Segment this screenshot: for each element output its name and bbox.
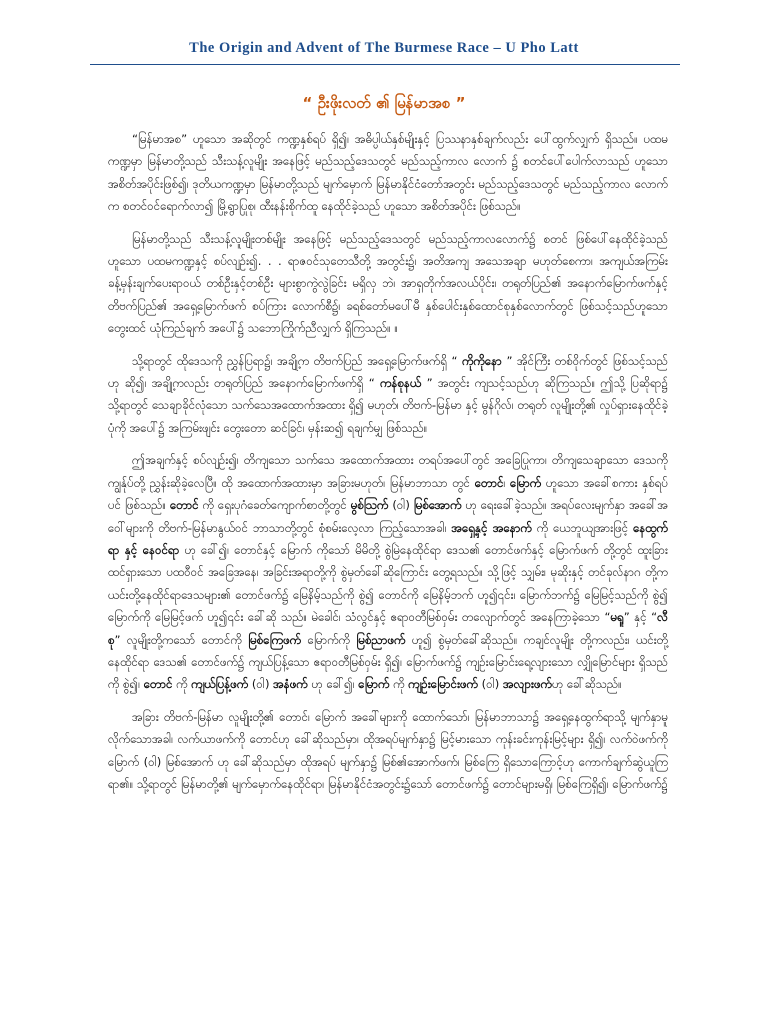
- paragraph-3: [108, 350, 668, 440]
- paragraph-1: [108, 128, 668, 218]
- text-run: ၊: [503, 475, 511, 490]
- bold-term: ကျဉ်းမြောင်းဖက်: [408, 677, 478, 692]
- header-divider: [90, 64, 680, 65]
- bold-term: အနံဖက်: [273, 677, 308, 692]
- text-run: “မြန်မာအစ” ဟူသော အဆိုတွင် ကဏ္ဍနှစ်ရပ် ရှိ၍၊ အဓိပ္ပါယ်နှစ်မျိုးနှင့် ပြဿနာနှစ်ချက်လည်း ပေါ်ထွက်လျှက် ရှိသည်။ ပထမကဏ္ဍမှာ မြန်မာတို့သည် သီးသန့်လူမျိုး အနေဖြင့် မည်သည့်ဒေသတွင် မည်သည့်ကာလ လောက် ၌ စတင်ပေါ်ပေါက်လာသည် ဟူသော အစိတ်အပိုင်းဖြစ်၍၊ ဒုတိယကဏ္ဍမှာ မြန်မာတို့သည် မျက်မှောက် မြန်မာနိုင်ငံတော်အတွင်း မည်သည့်ဒေသတွင် မည်သည့်ကာလ လောက်က စတင်ဝင်ရောက်လာ၍ မြို့ရွာပြုစု၊ ထီးနန်းစိုက်ထူ နေထိုင်ခဲ့သည် ဟူသော အစိတ်အပိုင်း ဖြစ်သည်။: [108, 132, 668, 214]
- bold-term: မြောက်: [510, 475, 542, 490]
- text-run: ” လူမျိုးတို့ကသော် တောင်ကို: [114, 632, 249, 647]
- text-run: ဟု ရေးခေါ်ခဲ့သည်။ အရပ်လေးမျက်နှာ အခေါ်အဝေါ်များကို တိဗက်-မြန်မာနွယ်ဝင် ဘာသာတို့တွင် စုံစမ်းလေ့လာ ကြည့်သောအခါ၊: [108, 498, 669, 535]
- running-header: The Origin and Advent of The Burmese Race – U Pho Latt: [189, 40, 579, 56]
- text-run: ကို: [389, 677, 409, 692]
- text-run: (ဝါ): [248, 677, 274, 692]
- bold-term: နေထွက်ရာ နှင့် နေဝင်ရာ: [108, 520, 668, 557]
- paragraph-4: [108, 449, 668, 695]
- text-run: ဟု ခေါ်၍၊: [307, 677, 359, 692]
- paragraph-2: [108, 228, 668, 340]
- document-title: “ ဦးဖိုးလတ် ၏ မြန်မာအစ ”: [302, 94, 466, 112]
- paragraph-5: [108, 706, 668, 796]
- text-run: ဤအချက်နှင့် စပ်လျဉ်း၍၊ တိကျသော သက်သေ အထောက်အထား တရပ်အပေါ်တွင် အခြေပြုကာ၊ တိကျသေချာသော ဒေသကို ကျွန်ုပ်တို့ ညွှန်းဆိုခဲ့လေပြီ။ ထို အထောက်အထားမှာ အခြားမဟုတ်၊ မြန်မာဘာသာ တွင်: [108, 453, 668, 490]
- text-run: ဟူ၍ စွဲမှတ်ခေါ်ဆိုသည်။ ကချင်လူမျိုး တို့ကလည်း၊ ယင်းတို့ နေထိုင်ရာ ဒေသ၏ တောင်ဖက်၌ ကျယ်ပြန့်သော ဧရာဝတီမြစ်ဝှမ်း ရှိ၍၊ မြောက်ဖက်၌ ကျဉ်းမြောင်းရေ့လျားသော လျှိုမြောင်များ ရှိသည်ကို စွဲ၍၊: [108, 632, 668, 692]
- text-run: အခြား တိဗက်-မြန်မာ လူမျိုးတို့၏ တောင်၊ မြောက် အခေါ်များကို ထောက်သော်၊ မြန်မာဘာသာ၌ အရှေ့နေထွက်ရာသို့ မျက်နှာမူလိုက်သောအခါ၊ လက်ယာဖက်ကို တောင်ဟု ခေါ်ဆိုသည်မှာ၊ ထိုအရပ်မျက်နှာ၌ မြင့်မားသော ကုန်းခင်းကုန်းမြင့်များ ရှိ၍၊ လက်ဝဲဖက်ကို မြောက် (ဝါ) မြစ်အောက် ဟု ခေါ်ဆိုသည်မှာ ထိုအရပ် မျက်နှာ၌ မြစ်၏အောက်ဖက်၊ မြစ်ကြေ ရှိသောကြောင့်ဟု ကောက်ချက်ဆွဲယူကြရာ၏။ သို့ရာတွင် မြန်မာတို့၏ မျက်မှောက်နေထိုင်ရာ၊ မြန်မာနိုင်ငံအတွင်း၌သော် တောင်ဖက်၌ တောင်များမရှိ၊ မြစ်ကြေရှိ၍၊ မြောက်ဖက်၌: [108, 709, 668, 791]
- text-run: ” အိုင်ကြီး တစ်ဝိုက်တွင် ဖြစ်သင့်သည်ဟု ဆို၍၊ အချို့ကလည်း တရုတ်ပြည် အနောက်မြောက်ဖက်ရှိ “: [108, 353, 669, 391]
- text-run: ဟူသော အခေါ်စကား နှစ်ရပ်ပင် ဖြစ်သည်။: [108, 475, 668, 513]
- bold-term: မြစ်ညာဖက်: [356, 632, 406, 647]
- bold-term: မြစ်အောက်: [413, 498, 462, 513]
- bold-term: တောင်: [169, 498, 199, 513]
- bold-term: မြစ်ကြေဖက်: [248, 632, 302, 647]
- text-run: ကို: [172, 677, 192, 692]
- bold-term: ကိုကိုနော: [462, 353, 502, 368]
- text-run: သို့ရာတွင် ထိုဒေသကို ညွှန်ပြရာ၌၊ အချို့က တိဗက်ပြည် အရှေ့မြောက်ဖက်ရှိ “: [132, 353, 463, 368]
- text-run: ဟု ခေါ်ဆိုသည်။: [551, 677, 622, 692]
- bold-term: မြောက်: [358, 677, 390, 692]
- text-run: ကို ရှေးပုဂံခေတ်ကျောက်စာတို့တွင်: [198, 498, 351, 513]
- bold-term: လီစု: [108, 610, 669, 647]
- bold-term: တောင်: [143, 677, 173, 692]
- bold-term: မရူ: [610, 610, 624, 625]
- bold-term: ကျယ်ပြန့်ဖက်: [191, 677, 249, 692]
- text-run: ဟု ခေါ်၍၊ တောင်နှင့် မြောက် ကိုသော် မိမိတို့ စွဲမြဲနေထိုင်ရာ ဒေသ၏ တောင်ဖက်နှင့် မြောက်ဖက် တို့တွင် ထူးခြားထင်ရှားသော ပထဝီဝင် အခြေအနေ၊ အခြင်းအရာတို့ကို စွဲမှတ်ခေါ်ဆိုကြောင်း တွေ့ရသည်။ သို့ဖြင့် သျှမ်း၊ မုဆိုးနှင့် တင်ခုလ်နာဂ တို့က ယင်းတို့နေထိုင်ရာဒေသများ၏ တောင်ဖက်၌ မြေနိမ့်သည်ကို စွဲ၍ တောင်ကို မြေနိမ့်ဘက် ဟူ၍၎င်း၊ မြောက်ဘက်၌ မြေမြင့်သည်ကို စွဲ၍ မြောက်ကို မြေမြင့်ဖက် ဟူ၍၎င်း ခေါ်ဆို သည်။ မဲခေါင်၊ သံလွင်နှင့် ဧရာဝတီမြစ်ဝှမ်း တလျောက်တွင် အနေကြာခဲ့သော “: [108, 542, 669, 625]
- text-run: မြန်မာတို့သည် သီးသန့်လူမျိုးတစ်မျိုး အနေဖြင့် မည်သည့်ဒေသတွင် မည်သည့်ကာလလောက်၌ စတင် ဖြစ်ပေါ်နေထိုင်ခဲ့သည် ဟူသော ပထမကဏ္ဍနှင့် စပ်လျဉ်း၍. . . ရာဇဝင်သုတေသီတို့ အတွင်း၌၊ အတိအကျ အသေအချာ မဟုတ်စေကာ၊ အကျယ်အကြမ်း ခန့်မှန်းချက်ပေးရာဝယ် တစ်ဦးနှင့်တစ်ဦး များစွာကွဲလွဲခြင်း မရှိလှ ဘဲ၊ အာရှတိုက်အလယ်ပိုင်း၊ တရုတ်ပြည်၏ အနောက်မြောက်ဖက်နှင့် တိဗက်ပြည်၏ အရှေ့မြောက်ဖက် စပ်ကြား လောက်စီ၌၊ ခရစ်တော်မပေါ်မီ နှစ်ပေါင်းနှစ်ထောင်စုနှစ်လောက်တွင် ဖြစ်သင့်သည်ဟူသော တွေးထင် ယုံကြည်ချက် အပေါ်၌ သဘောကြိုက်ညီလျှက် ရှိကြသည်။ ။: [108, 231, 668, 336]
- text-run: (ဝါ): [478, 677, 503, 692]
- bold-term: အရှေ့နှင့် အနောက်: [451, 520, 532, 535]
- text-run: မြောက်ကို: [301, 632, 357, 647]
- text-run: ” အတွင်း ကျသင့်သည်ဟု ဆိုကြသည်။ ဤသို့ ပြဆိုရာ၌ သို့ရာတွင် သေချာခိုင်လုံသော သက်သေအထောက်အထား ရှိ၍ မဟုတ်၊ တိဗက်-မြန်မာ နှင့် မွန်ဂိုလ်၊ တရုတ် လူမျိုးတို့၏ လှုပ်ရှားနေထိုင်ခဲ့ပုံကို အပေါ်၌ အကြမ်းဖျင်း တွေးတော ဆင်ခြင်၊ မှန်းဆ၍ ရချက်မျှ ဖြစ်သည်။: [108, 376, 668, 435]
- text-run: (ဝါ): [388, 498, 414, 513]
- text-run: ” နှင့် “: [623, 610, 658, 625]
- bold-term: မွစ်သြက်: [350, 498, 389, 513]
- bold-term: အလျားဖက်: [502, 677, 552, 692]
- text-run: ကို ယေဘူယျအားဖြင့်: [531, 520, 634, 535]
- bold-term: တောင်: [474, 475, 504, 490]
- bold-term: ကန်စုနယ်: [380, 376, 422, 391]
- document-body: [108, 128, 668, 805]
